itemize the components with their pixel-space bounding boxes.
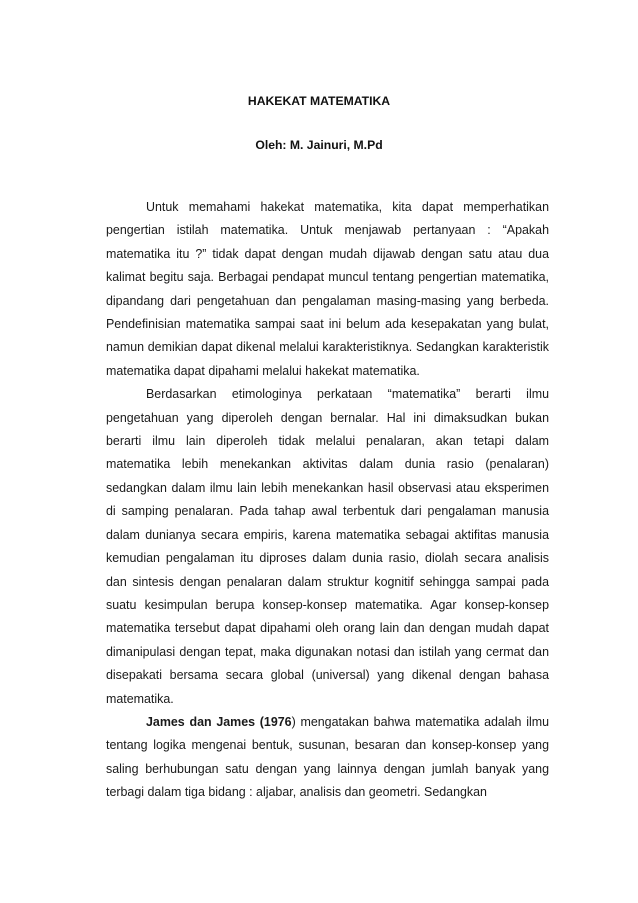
paragraph-3-text: ) mengatakan bahwa matematika adalah ilmu tentang logika mengenai bentuk, susunan, besaran dan konsep-konsep yang saling berhubungan satu dengan yang lainnya dengan jumlah banyak yang terbagi dalam tiga bidang : aljabar, analisis dan geometri. Sedangkan <box>106 714 549 800</box>
paragraph-3 <box>106 711 549 805</box>
citation-author: James dan James (1976 <box>146 714 292 729</box>
author-line: Oleh: M. Jainuri, M.Pd <box>255 138 383 152</box>
paragraph-1 <box>106 196 549 383</box>
document-title: HAKEKAT MATEMATIKA <box>247 94 391 108</box>
paragraph-2-text: Berdasarkan etimologinya perkataan “matematika” berarti ilmu pengetahuan yang diperoleh dengan bernalar. Hal ini dimaksudkan bukan berarti ilmu lain diperoleh tidak melalui penalaran, akan tetapi dalam matematika lebih menekankan aktivitas dalam dunia rasio (penalaran) sedangkan dalam ilmu lain lebih menekankan hasil observasi atau eksperimen di samping penalaran. Pada tahap awal terbentuk dari pengalaman manusia dalam dunianya secara empiris, karena matematika sebagai aktifitas manusia kemudian pengalaman itu diproses dalam dunia rasio, diolah secara analisis dan sintesis dengan penalaran dalam struktur kognitif sehingga sampai pada suatu kesimpulan berupa konsep-konsep matematika. Agar konsep-konsep matematika tersebut dapat dipahami oleh orang lain dan dengan mudah dapat dimanipulasi dengan tepat, maka digunakan notasi dan istilah yang cermat dan disepakati bersama secara global (universal) yang dikenal dengan bahasa matematika. <box>106 387 549 706</box>
paragraph-2 <box>106 383 549 711</box>
paragraph-1-text: Untuk memahami hakekat matematika, kita dapat memperhatikan pengertian istilah matematika. Untuk menjawab pertanyaan : “Apakah matematika itu ?” tidak dapat dengan mudah dijawab dengan satu atau dua kalimat begitu saja. Berbagai pendapat muncul tentang pengertian matematika, dipandang dari pengetahuan dan pengalaman masing-masing yang berbeda. Pendefinisian matematika sampai saat ini belum ada kesepakatan yang bulat, namun demikian dapat dikenal melalui karakteristiknya. Sedangkan karakteristik matematika dapat dipahami melalui hakekat matematika. <box>106 200 549 378</box>
document-body <box>106 196 549 805</box>
